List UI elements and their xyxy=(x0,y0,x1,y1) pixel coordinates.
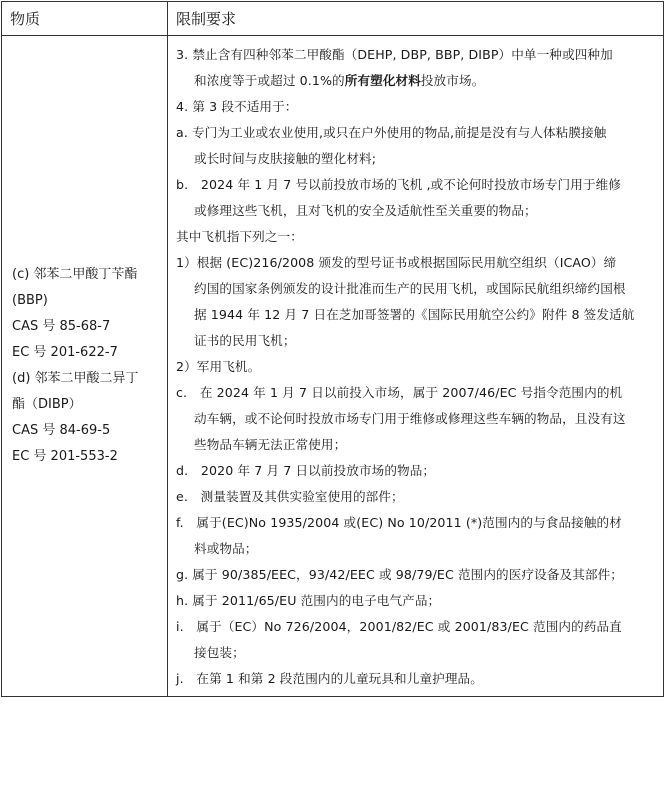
paragraph-3-bold: 所有塑化材料 xyxy=(344,73,421,88)
header-row xyxy=(2,2,664,36)
item-f-line2: 料或物品； xyxy=(194,541,258,556)
item-c-line1: c. 在 2024 年 1 月 7 日以前投入市场，属于 2007/46/EC 号指令范围内的机 xyxy=(176,385,623,400)
item-a-line2: 或长时间与皮肤接触的塑化材料; xyxy=(194,151,377,166)
substance-cell xyxy=(2,36,168,697)
item-i-line2: 接包装； xyxy=(194,645,245,660)
aircraft-1-line4: 证书的民用飞机； xyxy=(194,333,296,348)
substance-line: (c) 邻苯二甲酸丁苄酯 xyxy=(12,267,138,282)
substance-line: 酯（DIBP） xyxy=(12,397,82,412)
paragraph-3-line1: 3. 禁止含有四种邻苯二甲酸酯（DEHP, DBP, BBP, DIBP）中单一种或四种加 xyxy=(176,47,613,62)
item-h: h. 属于 2011/65/EU 范围内的电子电气产品； xyxy=(176,593,441,608)
aircraft-1-line3: 据 1944 年 12 月 7 日在芝加哥签署的《国际民用航空公约》附件 8 签发适航 xyxy=(194,307,635,322)
substance-line: EC 号 201-622-7 xyxy=(12,345,118,360)
aircraft-intro: 其中飞机指下列之一： xyxy=(176,229,303,244)
paragraph-3-text-a: 和浓度等于或超过 0.1%的 xyxy=(194,73,345,88)
item-i-line1: i. 属于（EC）No 726/2004，2001/82/EC 或 2001/83/EC 范围内的药品直 xyxy=(176,619,622,634)
paragraph-3-line2 xyxy=(176,68,657,94)
substance-line: (d) 邻苯二甲酸二异丁 xyxy=(12,371,139,386)
body-row xyxy=(2,36,664,697)
header-substance: 物质 xyxy=(2,2,168,36)
header-requirement: 限制要求 xyxy=(168,2,664,36)
item-g: g. 属于 90/385/EEC，93/42/EEC 或 98/79/EC 范围内的医疗设备及其部件； xyxy=(176,567,623,582)
item-b-line1: b. 2024 年 1 月 7 号以前投放市场的飞机 ,或不论何时投放市场专门用于维修 xyxy=(176,177,622,192)
substance-line: CAS 号 84-69-5 xyxy=(12,423,111,438)
aircraft-1-line1: 1）根据 (EC)216/2008 颁发的型号证书或根据国际民用航空组织（ICAO）缔 xyxy=(176,255,617,270)
item-d: d. 2020 年 7 月 7 日以前投放市场的物品； xyxy=(176,463,436,478)
item-j: j. 在第 1 和第 2 段范围内的儿童玩具和儿童护理品。 xyxy=(176,671,483,686)
substance-line: CAS 号 85-68-7 xyxy=(12,319,111,334)
item-c-line2: 动车辆，或不论何时投放市场专门用于维修或修理这些车辆的物品，且没有这 xyxy=(194,411,626,426)
item-a-line1: a. 专门为工业或农业使用,或只在户外使用的物品,前提是没有与人体粘膜接触 xyxy=(176,125,607,140)
item-b-line2: 或修理这些飞机，且对飞机的安全及适航性至关重要的物品； xyxy=(194,203,537,218)
requirement-cell xyxy=(168,36,664,697)
paragraph-3-text-b: 投放市场。 xyxy=(420,73,485,88)
paragraph-4: 4. 第 3 段不适用于： xyxy=(176,99,298,114)
item-f-line1: f. 属于(EC)No 1935/2004 或(EC) No 10/2011 (*)范围内的与食品接触的材 xyxy=(176,515,622,530)
substance-line: (BBP) xyxy=(12,293,48,308)
item-e: e. 测量装置及其供实验室使用的部件； xyxy=(176,489,404,504)
aircraft-1-line2: 约国的国家条例颁发的设计批准而生产的民用飞机，或国际民航组织缔约国根 xyxy=(194,281,626,296)
aircraft-2: 2）军用飞机。 xyxy=(176,359,261,374)
substance-line: EC 号 201-553-2 xyxy=(12,449,118,464)
item-c-line3: 些物品车辆无法正常使用； xyxy=(194,437,347,452)
restriction-table xyxy=(1,1,664,697)
